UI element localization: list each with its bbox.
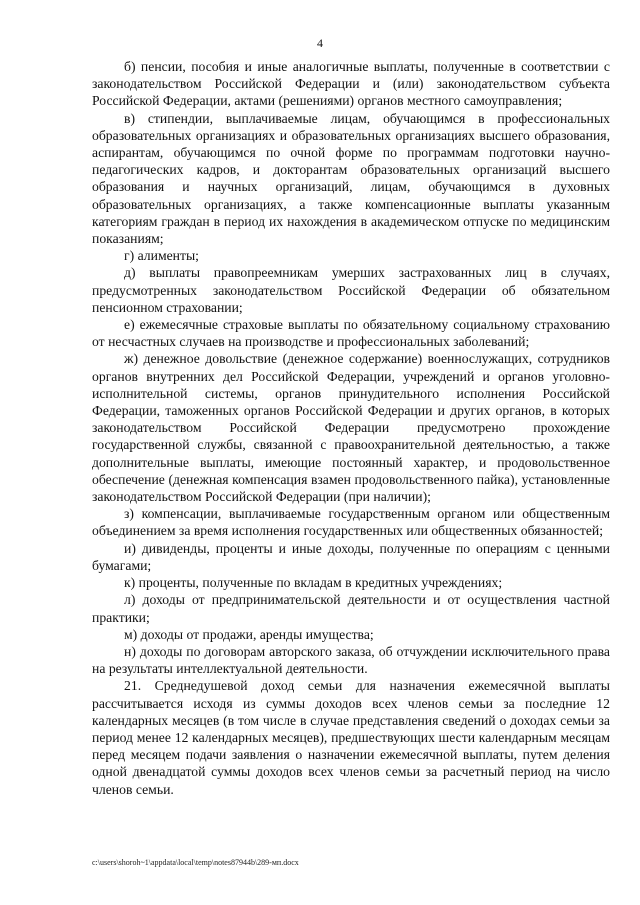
paragraph-item-z: з) компенсации, выплачиваемые государственным органом или общественным объединением за время исполнения государственных или общественных обязанностей; [92, 506, 610, 539]
footer-file-path: c:\users\shoroh~1\appdata\local\temp\notes87944b\289-мп.docx [92, 858, 299, 867]
paragraph-item-i: и) дивиденды, проценты и иные доходы, полученные по операциям с ценными бумагами; [92, 540, 610, 573]
document-body [92, 58, 610, 798]
paragraph-item-d: д) выплаты правопреемникам умерших застрахованных лиц в случаях, предусмотренных законодательством Российской Федерации об обязательном пенсионном страховании; [92, 265, 610, 315]
paragraph-item-g: г) алименты; [124, 248, 199, 264]
paragraph-item-zh: ж) денежное довольствие (денежное содержание) военнослужащих, сотрудников органов внутренних дел Российской Федерации, учреждений и органов уголовно-исполнительной системы, органов принудительного исполнения Российской Федерации, таможенных органов Российской Федерации и других органов, в которых законодательством Российской Федерации предусмотрено прохождение государственной службы, связанной с правоохранительной деятельностью, а также дополнительные выплаты, имеющие постоянный характер, и продовольственное обеспечение (денежная компенсация взамен продовольственного пайка), установленные законодательством Российской Федерации (при наличии); [92, 351, 610, 505]
paragraph-item-b: б) пенсии, пособия и иные аналогичные выплаты, полученные в соответствии с законодательством Российской Федерации и (или) законодательством субъекта Российской Федерации, актами (решениями) органов местного самоуправления; [92, 59, 610, 109]
paragraph-section-21: 21. Среднедушевой доход семьи для назначения ежемесячной выплаты рассчитывается исходя из суммы доходов всех членов семьи за последние 12 календарных месяцев (в том числе в случае представления сведений о доходах семьи за период менее 12 календарных месяцев), предшествующих шести календарным месяцам перед месяцем подачи заявления о назначении ежемесячной выплаты, путем деления одной двенадцатой суммы доходов всех членов семьи за расчетный период на число членов семьи. [92, 678, 610, 797]
paragraph-item-l: л) доходы от предпринимательской деятельности и от осуществления частной практики; [92, 592, 610, 625]
page-number: 4 [317, 36, 323, 50]
paragraph-item-n: н) доходы по договорам авторского заказа, об отчуждении исключительного права на результаты интеллектуальной деятельности. [92, 643, 610, 677]
paragraph-item-v: в) стипендии, выплачиваемые лицам, обучающимся в профессиональных образовательных организациях и образовательных организациях высшего образования, аспирантам, обучающимся по очной форме по программам подготовки научно-педагогических кадров, и докторантам образовательных организаций высшего образования и научных организаций, лицам, обучающимся в духовных образовательных организациях, а также компенсационные выплаты указанным категориям граждан в период их нахождения в академическом отпуске по медицинским показаниям; [92, 110, 610, 247]
paragraph-item-e: е) ежемесячные страховые выплаты по обязательному социальному страхованию от несчастных случаев на производстве и профессиональных заболеваний; [92, 317, 610, 350]
paragraph-item-k: к) проценты, полученные по вкладам в кредитных учреждениях; [124, 575, 503, 591]
paragraph-item-m: м) доходы от продажи, аренды имущества; [124, 626, 374, 642]
